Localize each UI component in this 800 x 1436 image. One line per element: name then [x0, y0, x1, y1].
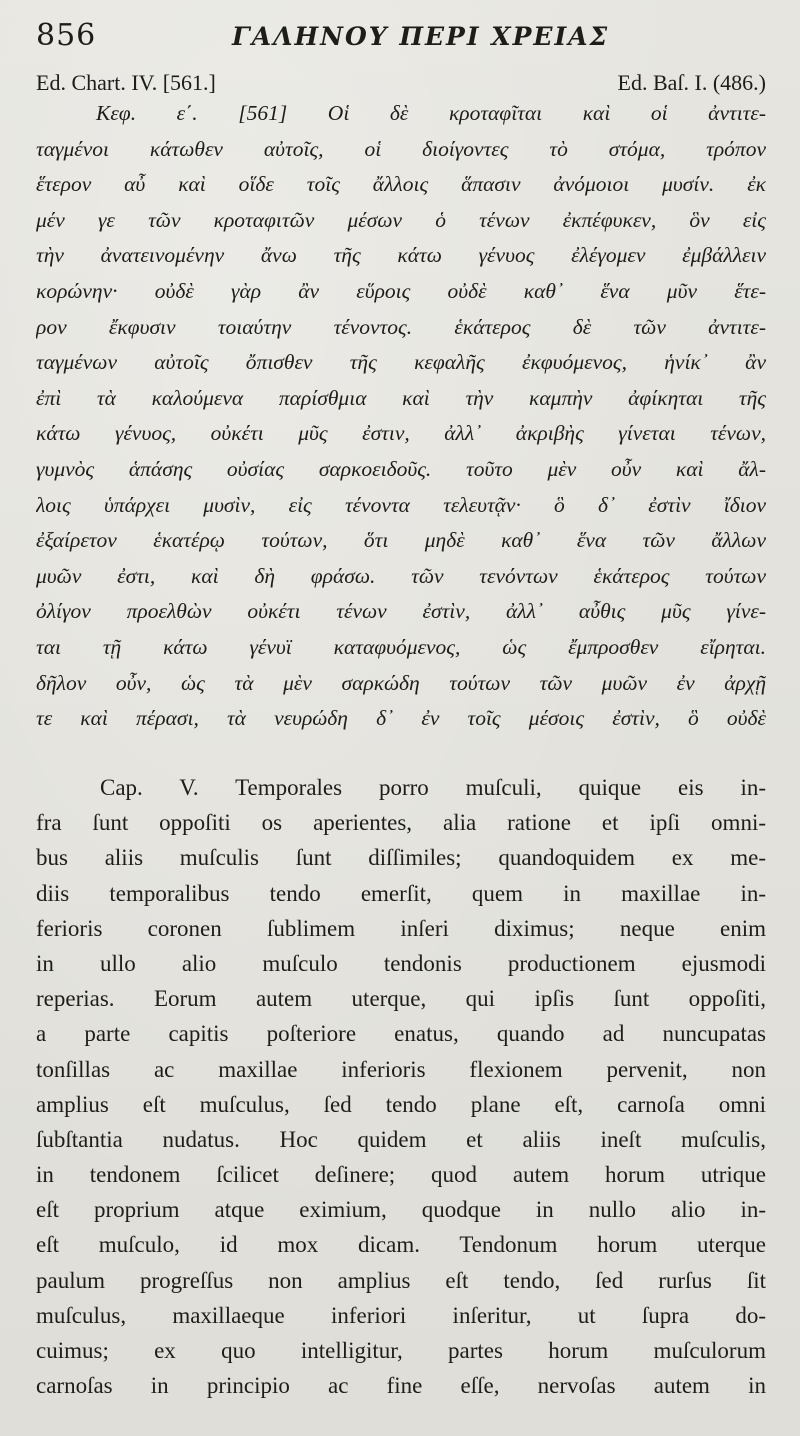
- latin-line: eſt proprium atque eximium, quodque in nullo alio in-: [36, 1197, 766, 1223]
- latin-line: amplius eſt muſculus, ſed tendo plane eſt, carnoſa omni: [36, 1091, 766, 1117]
- latin-line: ſubſtantia nudatus. Hoc quidem et aliis ineſt muſculis,: [36, 1126, 766, 1152]
- latin-line: tonſillas ac maxillae inferioris flexionem pervenit, non: [36, 1056, 766, 1082]
- greek-line: μυῶν ἐστι, καὶ δὴ φράσω. τῶν τενόντων ἑκάτερος τούτων: [36, 563, 766, 588]
- latin-line: muſculus, maxillaeque inferiori inſeritur, ut ſupra do-: [36, 1302, 766, 1328]
- greek-line: μέν γε τῶν κροταφιτῶν μέσων ὁ τένων ἐκπέφυκεν, ὃν εἰς: [36, 207, 766, 232]
- greek-line: ταγμένοι κάτωθεν αὐτοῖς, οἱ διοίγοντες τὸ στόμα, τρόπον: [36, 136, 766, 161]
- greek-line: γυμνὸς ἁπάσης οὐσίας σαρκοειδοῦς. τοῦτο μὲν οὖν καὶ ἄλ-: [36, 456, 766, 481]
- greek-line: κορώνην· οὐδὲ γὰρ ἂν εὕροις οὐδὲ καθ᾽ ἕνα μῦν ἕτε-: [36, 278, 766, 303]
- greek-line: δῆλον οὖν, ὡς τὰ μὲν σαρκώδη τούτων τῶν μυῶν ἐν ἀρχῇ: [36, 670, 766, 695]
- latin-line: a parte capitis poſteriore enatus, quando ad nuncupatas: [36, 1021, 766, 1047]
- greek-line: ὀλίγον προελθὼν οὐκέτι τένων ἐστὶν, ἀλλ᾽ αὖθις μῦς γίνε-: [36, 599, 766, 624]
- page-header: [36, 18, 770, 58]
- greek-line: Κεφ. ε΄. [561] Οἱ δὲ κροταφῖται καὶ οἱ ἀντιτε-: [96, 101, 766, 125]
- latin-line: paulum progreſſus non amplius eſt tendo, ſed rurſus ſit: [36, 1267, 766, 1293]
- greek-line: ρον ἔκφυσιν τοιαύτην τένοντος. ἑκάτερος δὲ τῶν ἀντιτε-: [36, 314, 766, 339]
- greek-line: ταγμένων αὐτοῖς ὄπισθεν τῆς κεφαλῆς ἐκφυόμενος, ἡνίκ᾽ ἂν: [36, 350, 766, 375]
- latin-line: eſt muſculo, id mox dicam. Tendonum horum uterque: [36, 1232, 766, 1258]
- latin-line: Cap. V. Temporales porro muſculi, quique eis in-: [100, 775, 766, 800]
- greek-line: λοις ὑπάρχει μυσὶν, εἰς τένοντα τελευτᾷν· ὃ δ᾽ ἐστὶν ἴδιον: [36, 492, 766, 517]
- latin-line: carnoſas in principio ac fine eſſe, nervoſas autem in: [36, 1373, 766, 1399]
- edition-reference-basel: Ed. Baſ. I. (486.): [617, 70, 766, 95]
- greek-line: ται τῇ κάτω γένυϊ καταφυόμενος, ὡς ἔμπροσθεν εἴρηται.: [36, 634, 766, 659]
- latin-line: reperias. Eorum autem uterque, qui ipſis ſunt oppoſiti,: [36, 986, 766, 1012]
- latin-line: fra ſunt oppoſiti os aperientes, alia ratione et ipſi omni-: [36, 810, 766, 836]
- latin-line: diis temporalibus tendo emerſit, quem in maxillae in-: [36, 880, 766, 906]
- edition-references: [36, 70, 766, 98]
- edition-reference-chartier: Ed. Chart. IV. [561.]: [36, 70, 216, 95]
- latin-line: cuimus; ex quo intelligitur, partes horum muſculorum: [36, 1338, 766, 1363]
- greek-line: ἐξαίρετον ἑκατέρῳ τούτων, ὅτι μηδὲ καθ᾽ ἕνα τῶν ἄλλων: [36, 528, 766, 553]
- latin-line: bus aliis muſculis ſunt diſſimiles; quandoquidem ex me-: [36, 845, 766, 871]
- latin-line: in ullo alio muſculo tendonis productionem ejusmodi: [36, 950, 766, 976]
- page-number: 856: [36, 18, 97, 53]
- greek-line: κάτω γένυος, οὐκέτι μῦς ἐστιν, ἀλλ᾽ ἀκριβὴς γίνεται τένων,: [36, 421, 766, 446]
- greek-line: τε καὶ πέρασι, τὰ νευρώδη δ᾽ ἐν τοῖς μέσοις ἐστὶν, ὃ οὐδὲ: [36, 706, 766, 731]
- greek-line: ἕτερον αὖ καὶ οἵδε τοῖς ἄλλοις ἅπασιν ἀνόμοιοι μυσίν. ἐκ: [36, 172, 766, 197]
- running-title: ΓΑΛΗΝΟΥ ΠΕΡΙ ΧΡΕΙΑΣ: [232, 22, 610, 51]
- greek-line: τὴν ἀνατεινομένην ἄνω τῆς κάτω γένυος ἐλέγομεν ἐμβάλλειν: [36, 243, 766, 268]
- greek-text-block: [36, 96, 766, 737]
- greek-line: ἐπὶ τὰ καλούμενα παρίσθμια καὶ τὴν καμπὴν ἀφίκηται τῆς: [36, 385, 766, 410]
- latin-line: in tendonem ſcilicet deſinere; quod autem horum utrique: [36, 1162, 766, 1188]
- latin-text-block: [36, 770, 766, 1403]
- latin-line: ferioris coronen ſublimem inſeri diximus; neque enim: [36, 915, 766, 941]
